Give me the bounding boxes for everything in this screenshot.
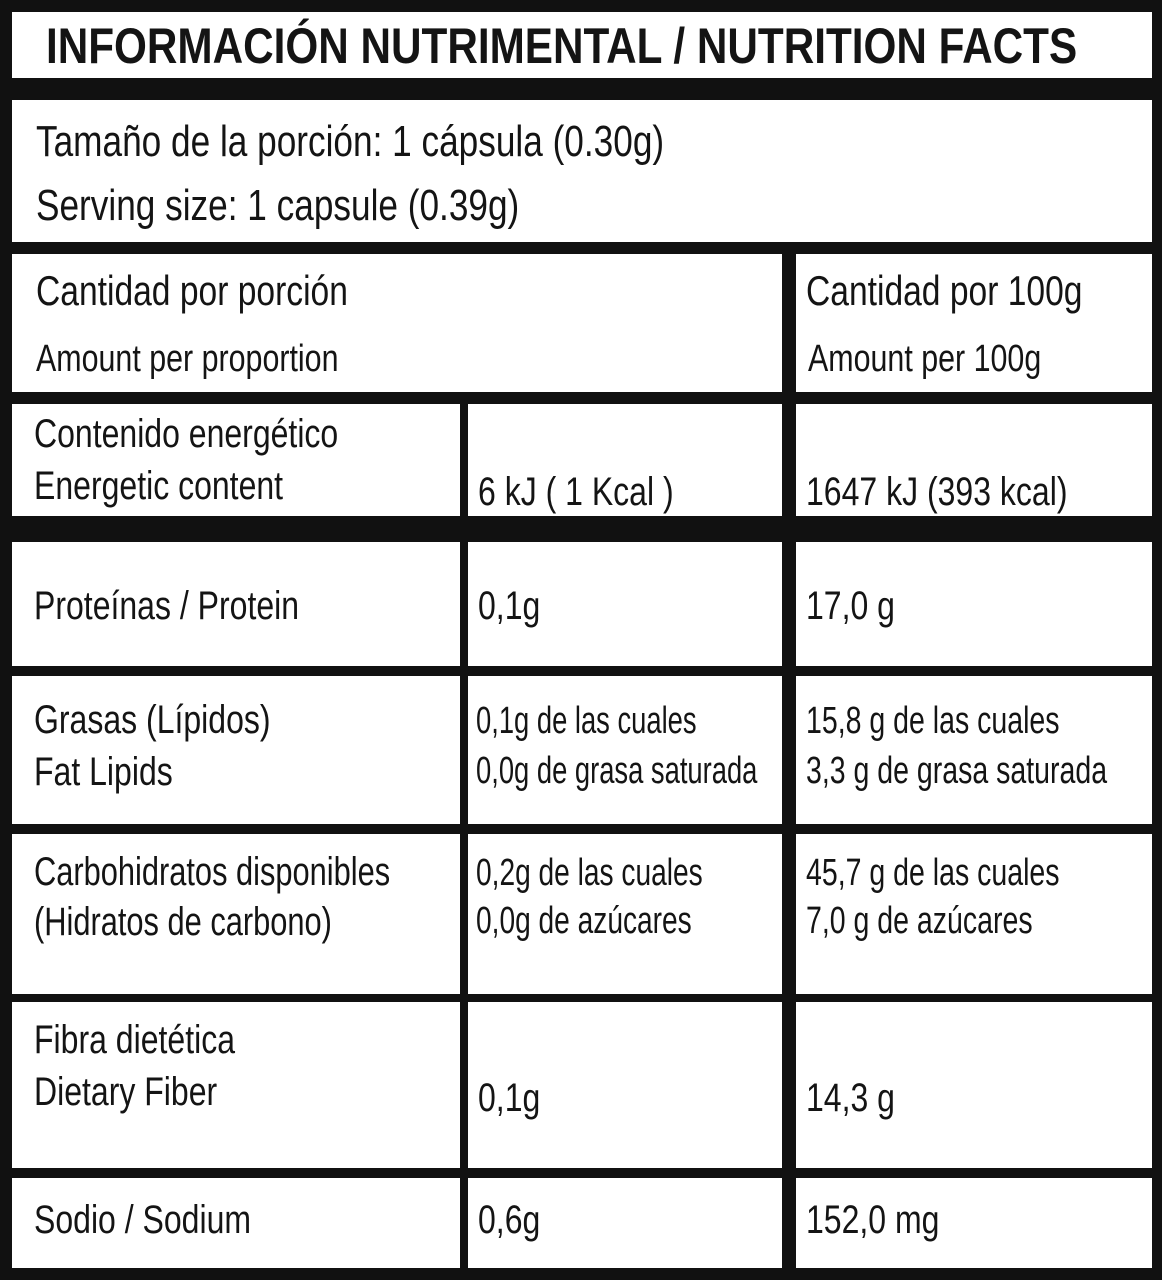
protein-name-cell bbox=[12, 542, 460, 666]
fiber-serving-value: 0,1g bbox=[478, 1076, 541, 1120]
protein-per100-cell bbox=[796, 542, 1152, 666]
energy-per100-value: 1647 kJ (393 kcal) bbox=[806, 470, 1068, 514]
fat-per100-line-1: 15,8 g de las cuales bbox=[806, 700, 1060, 742]
fat-name-en: Fat Lipids bbox=[34, 750, 173, 794]
carbs-name-line-1: Carbohidratos disponibles bbox=[34, 850, 391, 894]
carbs-serving-line-2: 0,0g de azúcares bbox=[476, 900, 692, 942]
fiber-name-es: Fibra dietética bbox=[34, 1018, 235, 1062]
fiber-per100-cell bbox=[796, 1002, 1152, 1168]
fat-per100-line-2: 3,3 g de grasa saturada bbox=[806, 750, 1108, 792]
serving-size-es: Tamaño de la porción: 1 cápsula (0.30g) bbox=[36, 117, 665, 166]
sodium-name: Sodio / Sodium bbox=[34, 1198, 252, 1242]
energy-per100-cell bbox=[796, 404, 1152, 516]
protein-serving-cell bbox=[468, 542, 782, 666]
energy-serving-value: 6 kJ ( 1 Kcal ) bbox=[478, 470, 674, 514]
protein-per100-value: 17,0 g bbox=[806, 584, 895, 628]
fat-name-cell bbox=[12, 676, 460, 824]
protein-name: Proteínas / Protein bbox=[34, 584, 300, 628]
carbs-per100-line-1: 45,7 g de las cuales bbox=[806, 852, 1060, 894]
fiber-name-en: Dietary Fiber bbox=[34, 1070, 218, 1114]
energy-name-en: Energetic content bbox=[34, 464, 284, 508]
serving-size-en: Serving size: 1 capsule (0.39g) bbox=[36, 181, 520, 230]
carbs-serving-line-1: 0,2g de las cuales bbox=[476, 852, 703, 894]
energy-name-es: Contenido energético bbox=[34, 412, 339, 456]
sodium-serving-cell bbox=[468, 1178, 782, 1268]
carbs-name-cell bbox=[12, 834, 460, 994]
serving-size-cell bbox=[12, 100, 1152, 242]
title-cell bbox=[12, 12, 1152, 78]
label-title: INFORMACIÓN NUTRIMENTAL / NUTRITION FACTS bbox=[46, 18, 1078, 74]
fiber-name-cell bbox=[12, 1002, 460, 1168]
header-per-serving-es: Cantidad por porción bbox=[36, 267, 348, 314]
energy-name-cell bbox=[12, 404, 460, 516]
sodium-serving-value: 0,6g bbox=[478, 1198, 541, 1242]
fat-serving-cell bbox=[468, 676, 782, 824]
fat-name-es: Grasas (Lípidos) bbox=[34, 698, 271, 742]
fiber-serving-cell bbox=[468, 1002, 782, 1168]
fat-serving-line-2: 0,0g de grasa saturada bbox=[476, 750, 758, 792]
fiber-per100-value: 14,3 g bbox=[806, 1076, 895, 1120]
header-per-100g-es: Cantidad por 100g bbox=[806, 267, 1083, 314]
sodium-per100-cell bbox=[796, 1178, 1152, 1268]
header-per-100g-cell bbox=[796, 254, 1152, 392]
fat-per100-cell bbox=[796, 676, 1152, 824]
carbs-serving-cell bbox=[468, 834, 782, 994]
sodium-name-cell bbox=[12, 1178, 460, 1268]
header-per-serving-cell bbox=[12, 254, 782, 392]
carbs-name-line-2: (Hidratos de carbono) bbox=[34, 900, 332, 944]
sodium-per100-value: 152,0 mg bbox=[806, 1198, 940, 1242]
protein-serving-value: 0,1g bbox=[478, 584, 541, 628]
header-per-serving-en: Amount per proportion bbox=[36, 338, 339, 380]
header-per-100g-en: Amount per 100g bbox=[808, 338, 1042, 380]
fat-serving-line-1: 0,1g de las cuales bbox=[476, 700, 697, 742]
energy-serving-cell bbox=[468, 404, 782, 516]
carbs-per100-line-2: 7,0 g de azúcares bbox=[806, 900, 1033, 942]
carbs-per100-cell bbox=[796, 834, 1152, 994]
